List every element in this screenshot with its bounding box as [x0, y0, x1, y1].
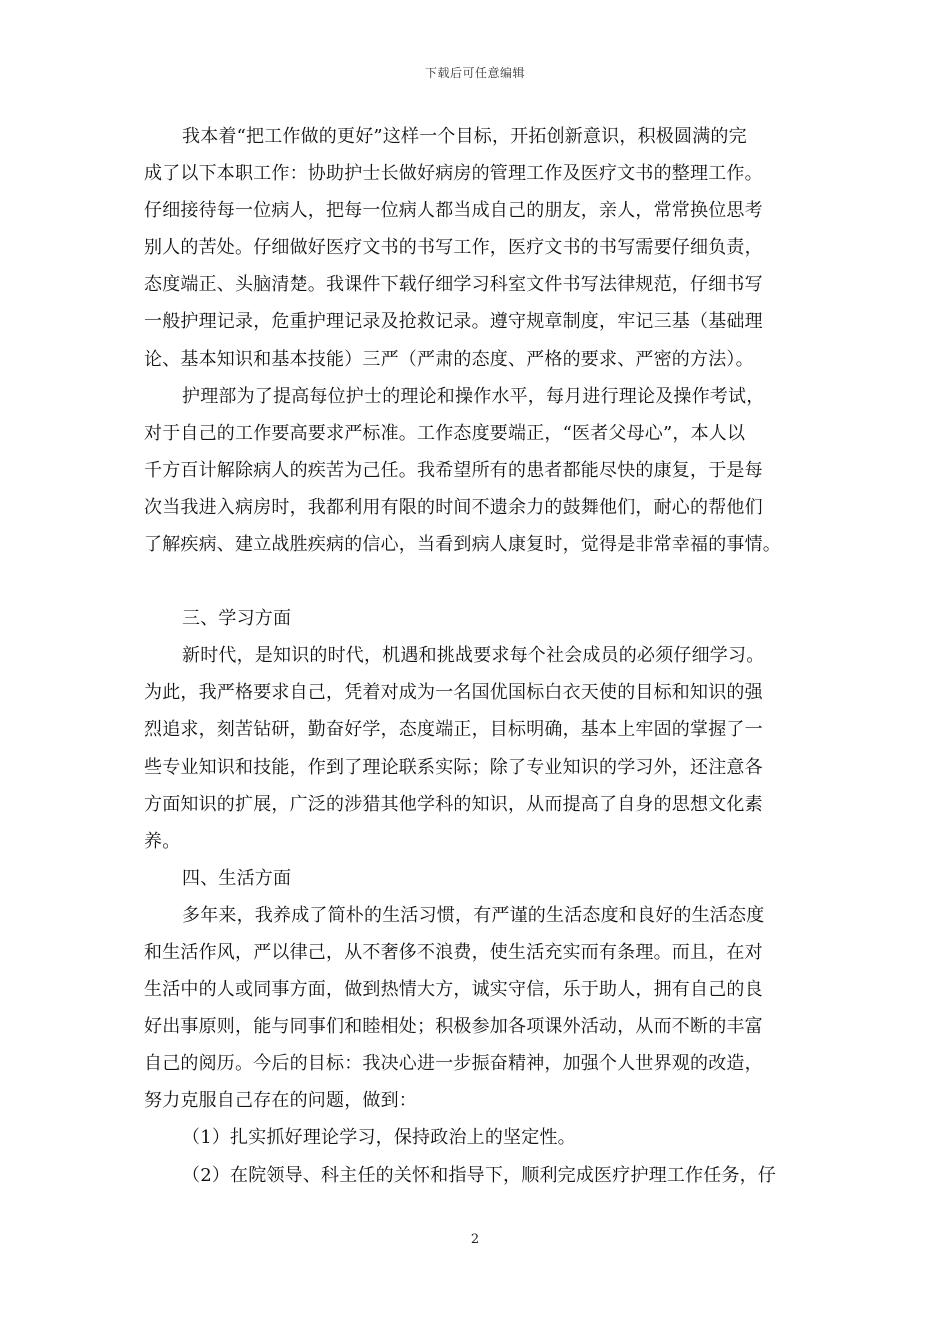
paragraph-line: 了解疾病、建立战胜疾病的信心，当看到病人康复时，觉得是非常幸福的事情。: [144, 534, 781, 556]
paragraph-line: 千方百计解除病人的疾苦为己任。我希望所有的患者都能尽快的康复，于是每: [144, 459, 763, 481]
paragraph-line: 养。: [144, 830, 181, 852]
section-heading: 三、学习方面: [182, 608, 292, 630]
paragraph-line: 态度端正、头脑清楚。我课件下载仔细学习科室文件书写法律规范，仔细书写: [144, 274, 763, 296]
section-heading: 四、生活方面: [182, 867, 292, 889]
paragraph-line: 为此，我严格要求自己，凭着对成为一名国优国标白衣天使的目标和知识的强: [144, 682, 763, 704]
paragraph-line: 对于自己的工作要高要求严标准。工作态度要端正，“医者父母心”，本人以: [144, 422, 746, 444]
list-item: （2）在院领导、科主任的关怀和指导下，顺利完成医疗护理工作任务，仔: [182, 1164, 777, 1186]
paragraph-line: 次当我进入病房时，我都利用有限的时间不遗余力的鼓舞他们，耐心的帮他们: [144, 496, 763, 518]
paragraph-line: 成了以下本职工作：协助护士长做好病房的管理工作及医疗文书的整理工作。: [144, 163, 763, 185]
paragraph-line: 新时代，是知识的时代，机遇和挑战要求每个社会成员的必须仔细学习。: [182, 645, 765, 667]
page-header: 下载后可任意编辑: [424, 66, 525, 80]
paragraph-line: 些专业知识和技能，作到了理论联系实际；除了专业知识的学习外，还注意各: [144, 756, 763, 778]
paragraph-line: 仔细接待每一位病人，把每一位病人都当成自己的朋友，亲人，常常换位思考: [144, 200, 763, 222]
paragraph-line: 别人的苦处。仔细做好医疗文书的书写工作，医疗文书的书写需要仔细负责，: [144, 237, 763, 259]
paragraph-line: 方面知识的扩展，广泛的涉猎其他学科的知识，从而提高了自身的思想文化素: [144, 793, 763, 815]
paragraph-line: 我本着“把工作做的更好”这样一个目标，开拓创新意识，积极圆满的完: [182, 126, 747, 147]
paragraph-line: 论、基本知识和基本技能）三严（严肃的态度、严格的要求、严密的方法）。: [144, 348, 754, 370]
page-number: 2: [470, 1232, 480, 1247]
document-body: [144, 118, 820, 1194]
paragraph-line: 生活中的人或同事方面，做到热情大方，诚实守信，乐于助人，拥有自己的良: [144, 979, 763, 1001]
paragraph-line: 努力克服自己存在的问题，做到：: [144, 1090, 417, 1112]
paragraph-line: 多年来，我养成了简朴的生活习惯，有严谨的生活态度和良好的生活态度: [182, 904, 765, 926]
paragraph-line: 护理部为了提高每位护士的理论和操作水平，每月进行理论及操作考试，: [182, 385, 765, 407]
paragraph-gap: [144, 563, 820, 600]
list-item: （1）扎实抓好理论学习，保持政治上的坚定性。: [182, 1127, 576, 1149]
paragraph-line: 和生活作风，严以律己，从不奢侈不浪费，使生活充实而有条理。而且，在对: [144, 941, 763, 963]
paragraph-line: 好出事原则，能与同事们和睦相处；积极参加各项课外活动，从而不断的丰富: [144, 1016, 763, 1038]
paragraph-line: 自己的阅历。今后的目标：我决心进一步振奋精神，加强个人世界观的改造，: [144, 1053, 763, 1075]
paragraph-line: 一般护理记录，危重护理记录及抢救记录。遵守规章制度，牢记三基（基础理: [144, 311, 763, 333]
paragraph-line: 烈追求，刻苦钻研，勤奋好学，态度端正，目标明确，基本上牢固的掌握了一: [144, 719, 763, 741]
